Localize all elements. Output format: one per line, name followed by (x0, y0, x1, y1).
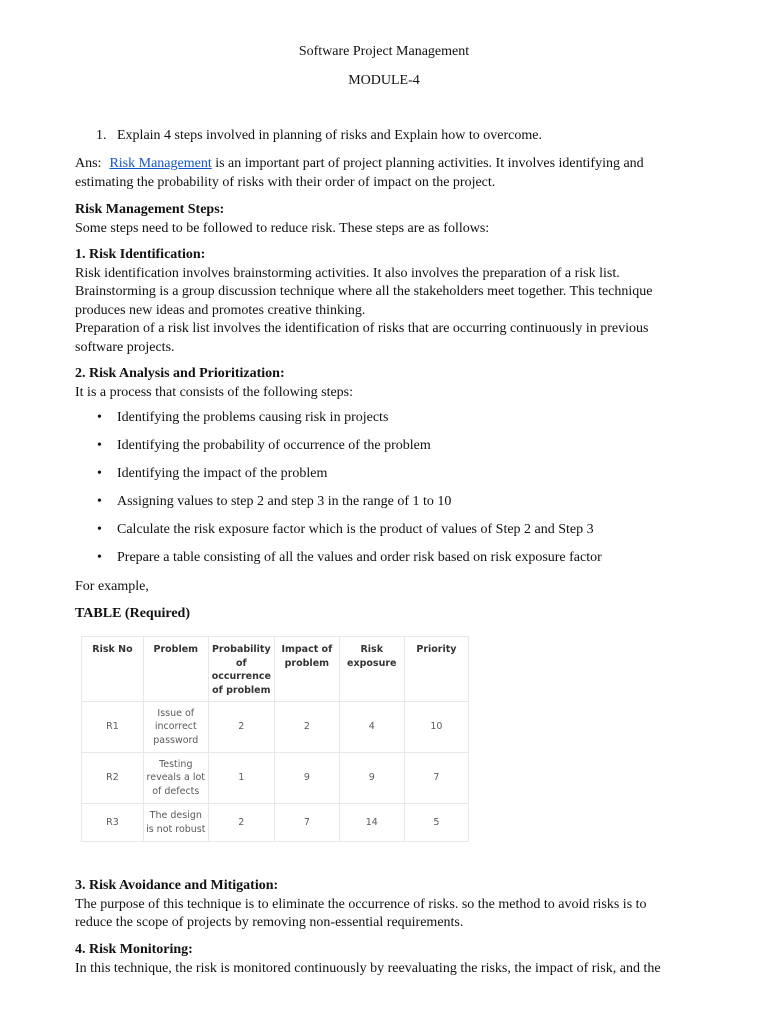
example-text: For example, (75, 579, 149, 594)
list-item (75, 437, 695, 465)
table-header-row (82, 637, 469, 702)
bullet-icon: • (97, 438, 102, 453)
risk-management-link[interactable]: Risk Management (109, 156, 212, 171)
table-cell: 14 (339, 804, 404, 842)
column-header: Impact of problem (275, 637, 340, 702)
table-caption: TABLE (Required) (75, 606, 190, 621)
step3-line: reduce the scope of projects by removing non-essential requirements. (75, 915, 464, 930)
table-cell: 4 (339, 702, 404, 753)
step4-heading: 4. Risk Monitoring: (75, 942, 193, 957)
step2-heading: 2. Risk Analysis and Prioritization: (75, 366, 285, 381)
step2-section (75, 365, 675, 402)
risk-table (81, 636, 469, 842)
step1-line: Risk identification involves brainstorming activities. It also involves the preparation of a risk list. (75, 265, 620, 281)
step2-intro: It is a process that consists of the following steps: (75, 384, 354, 400)
steps-intro (75, 201, 675, 238)
bullet-text: Prepare a table consisting of all the values and order risk based on risk exposure factor (117, 550, 602, 565)
table-cell: The design is not robust (143, 804, 208, 842)
step1-line: Preparation of a risk list involves the identification of risks that are occurring continuously in previous (75, 321, 649, 336)
step1-line: software projects. (75, 339, 175, 355)
table-cell: 2 (208, 804, 274, 842)
steps-intro-text: Some steps need to be followed to reduce risk. These steps are as follows: (75, 220, 490, 236)
table-cell: Testing reveals a lot of defects (143, 753, 208, 804)
table-row (82, 753, 469, 804)
table-cell: 1 (208, 753, 274, 804)
table-cell: R3 (82, 804, 144, 842)
bullet-text: Assigning values to step 2 and step 3 in the range of 1 to 10 (117, 494, 452, 509)
table-row (82, 702, 469, 753)
step4-line: In this technique, the risk is monitored continuously by reevaluating the risks, the impact of risk, and the (75, 960, 661, 976)
answer-paragraph (75, 155, 675, 192)
risk-table-container (81, 636, 469, 836)
column-header: Priority (404, 637, 468, 702)
step4-section (75, 941, 695, 978)
bullet-text: Identifying the problems causing risk in projects (117, 410, 389, 425)
table-cell: R2 (82, 753, 144, 804)
document-title: Software Project Management (298, 44, 470, 59)
table-row (82, 804, 469, 842)
step3-heading: 3. Risk Avoidance and Mitigation: (75, 878, 279, 893)
column-header: Probability of occurrence of problem (208, 637, 274, 702)
list-item (75, 409, 695, 437)
step2-bullet-list (75, 409, 695, 577)
bullet-text: Identifying the impact of the problem (117, 466, 328, 481)
table-cell: 10 (404, 702, 468, 753)
table-cell: 9 (339, 753, 404, 804)
step1-section (75, 246, 695, 357)
table-cell: R1 (82, 702, 144, 753)
bullet-icon: • (97, 494, 102, 509)
step1-line: Brainstorming is a group discussion technique where all the stakeholders meet together. This technique (75, 284, 653, 299)
bullet-icon: • (97, 522, 102, 537)
step3-section (75, 877, 695, 933)
bullet-icon: • (97, 410, 102, 425)
table-cell: 7 (404, 753, 468, 804)
question-text: Explain 4 steps involved in planning of risks and Explain how to overcome. (117, 128, 542, 143)
list-item (75, 493, 695, 521)
table-cell: 2 (275, 702, 340, 753)
module-heading: MODULE-4 (348, 73, 420, 88)
step3-line: The purpose of this technique is to eliminate the occurrence of risks. so the method to avoid risks is to (75, 896, 647, 912)
table-cell: 9 (275, 753, 340, 804)
table-cell: 5 (404, 804, 468, 842)
bullet-text: Calculate the risk exposure factor which is the product of values of Step 2 and Step 3 (117, 522, 594, 537)
steps-heading: Risk Management Steps: (75, 202, 225, 217)
column-header: Problem (143, 637, 208, 702)
column-header: Risk exposure (339, 637, 404, 702)
list-item (75, 521, 695, 549)
answer-line2: estimating the probability of risks with their order of impact on the project. (75, 174, 496, 190)
table-cell: Issue of incorrect password (143, 702, 208, 753)
answer-label: Ans: (75, 156, 102, 171)
table-cell: 7 (275, 804, 340, 842)
list-item (75, 549, 695, 577)
question-item (96, 127, 542, 146)
step1-line: produces new ideas and promotes creative thinking. (75, 302, 366, 318)
bullet-icon: • (97, 550, 102, 565)
column-header: Risk No (82, 637, 144, 702)
list-item (75, 465, 695, 493)
bullet-text: Identifying the probability of occurrence of the problem (117, 438, 431, 453)
step1-heading: 1. Risk Identification: (75, 247, 206, 262)
table-cell: 2 (208, 702, 274, 753)
question-number: 1. (96, 128, 107, 143)
bullet-icon: • (97, 466, 102, 481)
answer-line1: is an important part of project planning activities. It involves identifying and (211, 156, 644, 171)
